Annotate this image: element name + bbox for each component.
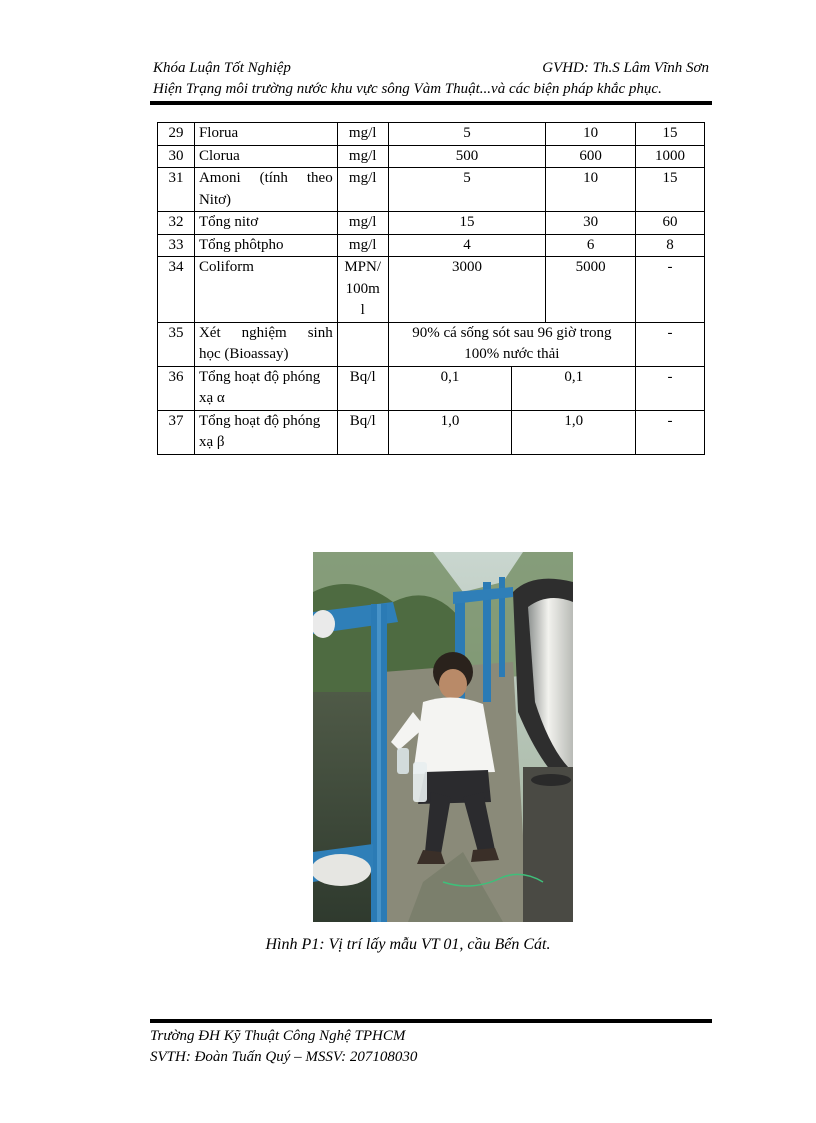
unit: mg/l [337, 234, 388, 257]
table-row [158, 234, 705, 257]
header-advisor: GVHD: Th.S Lâm Vĩnh Sơn [542, 60, 709, 76]
header-topic: Hiện Trạng môi trường nước khu vực sông Vàm Thuật...và các biện pháp khắc phục. [153, 81, 662, 97]
unit: mg/l [337, 212, 388, 235]
row-number: 34 [158, 257, 195, 323]
limit-c: 8 [636, 234, 705, 257]
limit-a: 0,1 [388, 366, 512, 410]
parameter-name: Tổng nitơ [194, 212, 337, 235]
bioassay-limit-line: 90% cá sống sót sau 96 giờ trong [412, 324, 612, 341]
row-number: 30 [158, 145, 195, 168]
limit-b: 5000 [546, 257, 636, 323]
table-row [158, 410, 705, 454]
parameter-name: Florua [194, 123, 337, 146]
footer-divider [150, 1019, 712, 1023]
limit-b: 10 [546, 123, 636, 146]
limit-b: 600 [546, 145, 636, 168]
limit-a: 5 [388, 123, 546, 146]
limit-c: 15 [636, 168, 705, 212]
limit-a: 500 [388, 145, 546, 168]
table-row [158, 123, 705, 146]
unit: Bq/l [337, 366, 388, 410]
bioassay-limit [388, 322, 635, 366]
parameter-name: Coliform [194, 257, 337, 323]
limit-c: - [636, 257, 705, 323]
limit-a: 4 [388, 234, 546, 257]
table-row [158, 257, 705, 323]
limit-b: 0,1 [512, 366, 636, 410]
limit-c: 60 [636, 212, 705, 235]
limit-b: 10 [546, 168, 636, 212]
header-thesis-label: Khóa Luận Tốt Nghiệp [153, 60, 291, 76]
unit-line: 100m [345, 280, 380, 297]
limit-c: 15 [636, 123, 705, 146]
limit-b: 30 [546, 212, 636, 235]
parameter-name-line: Xét nghiệm sinh [198, 324, 333, 341]
limit-c: - [636, 322, 705, 366]
row-number: 37 [158, 410, 195, 454]
limit-a: 1,0 [388, 410, 512, 454]
unit [337, 322, 388, 366]
parameter-name-line: học (Bioassay) [198, 346, 289, 362]
limit-b: 1,0 [512, 410, 636, 454]
footer-university: Trường ĐH Kỹ Thuật Công Nghệ TPHCM [150, 1028, 406, 1044]
parameter-name [194, 410, 337, 454]
table-row [158, 168, 705, 212]
parameter-name: Tổng phôtpho [194, 234, 337, 257]
row-number: 33 [158, 234, 195, 257]
unit: mg/l [337, 123, 388, 146]
row-number: 36 [158, 366, 195, 410]
sampling-site-photo [313, 552, 573, 922]
parameter-name-line: Nitơ) [198, 191, 232, 208]
standards-table [157, 122, 705, 455]
limit-a: 3000 [388, 257, 546, 323]
unit: mg/l [337, 168, 388, 212]
parameter-name-line: Tổng hoạt độ phóng [198, 412, 321, 429]
parameter-name-line: xạ α [198, 390, 225, 406]
parameter-name-line: Amoni (tính theo [198, 170, 333, 186]
table-row [158, 322, 705, 366]
limit-c: - [636, 366, 705, 410]
limit-c: - [636, 410, 705, 454]
parameter-name [194, 366, 337, 410]
parameter-name [194, 322, 337, 366]
unit [337, 257, 388, 323]
table-row [158, 366, 705, 410]
bioassay-limit-line: 100% nước thải [464, 346, 560, 362]
row-number: 31 [158, 168, 195, 212]
unit: Bq/l [337, 410, 388, 454]
figure-caption: Hình P1: Vị trí lấy mẫu VT 01, cầu Bến Cát. [265, 936, 551, 953]
table-row [158, 212, 705, 235]
row-number: 32 [158, 212, 195, 235]
parameter-name-line: xạ β [198, 434, 225, 450]
unit: mg/l [337, 145, 388, 168]
parameter-name: Clorua [194, 145, 337, 168]
limit-c: 1000 [636, 145, 705, 168]
unit-line: l [360, 302, 365, 318]
table-row [158, 145, 705, 168]
row-number: 29 [158, 123, 195, 146]
footer-student: SVTH: Đoàn Tuấn Quý – MSSV: 207108030 [150, 1049, 418, 1065]
unit-line: MPN/ [344, 259, 382, 275]
limit-a: 15 [388, 212, 546, 235]
row-number: 35 [158, 322, 195, 366]
limit-b: 6 [546, 234, 636, 257]
header-divider [150, 101, 712, 105]
parameter-name-line: Tổng hoạt độ phóng [198, 368, 321, 385]
parameter-name [194, 168, 337, 212]
limit-a: 5 [388, 168, 546, 212]
